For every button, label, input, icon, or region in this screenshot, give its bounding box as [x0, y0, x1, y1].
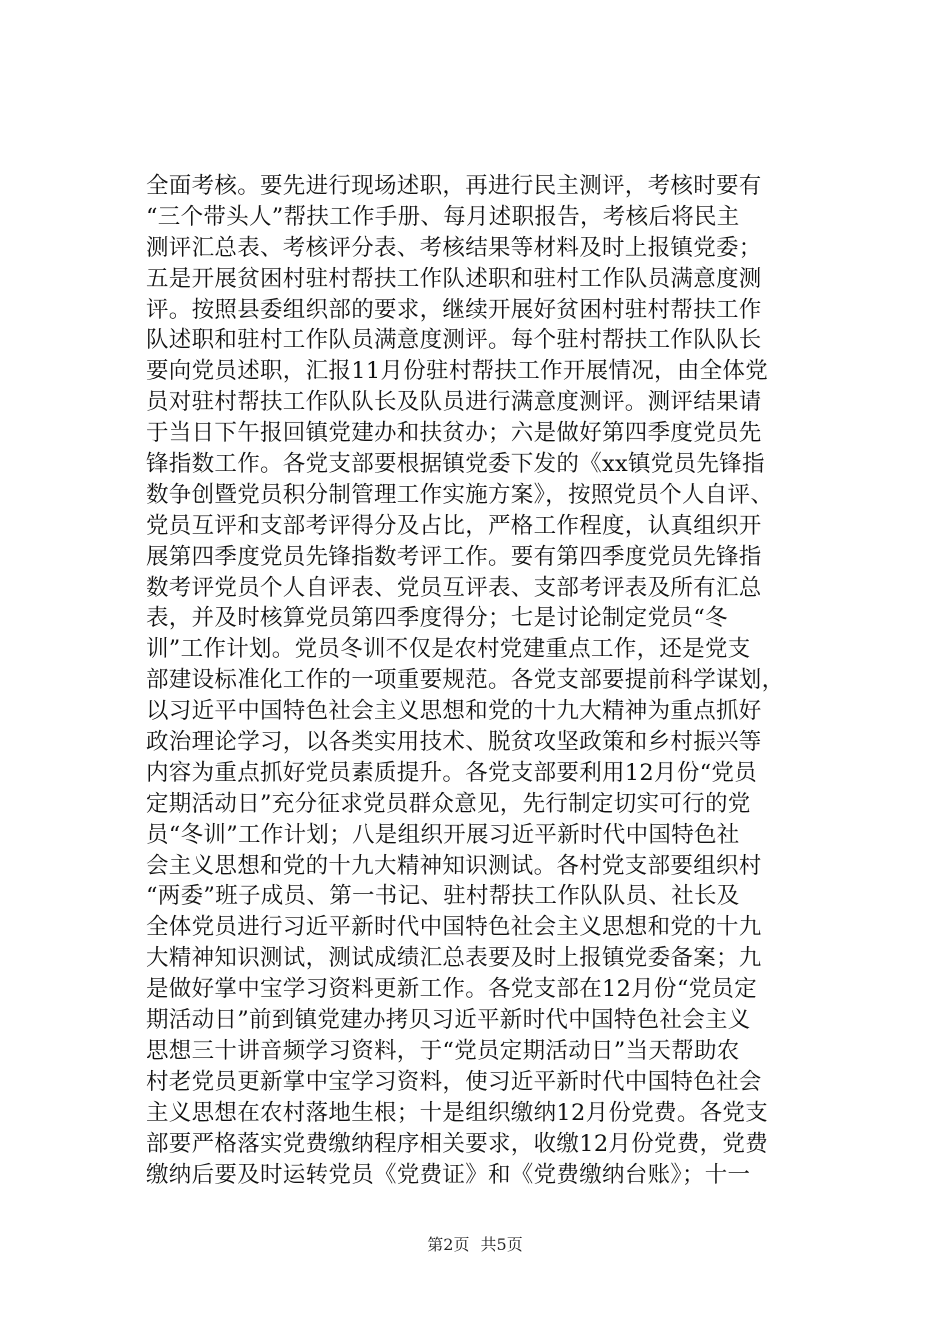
text-line: 定期活动日”充分征求党员群众意见，先行制定切实可行的党 — [146, 790, 751, 817]
text-line: “三个带头人”帮扶工作手册、每月述职报告，考核后将民主 — [146, 203, 740, 230]
text-line: 党员互评和支部考评得分及占比，严格工作程度，认真组织开 — [146, 512, 762, 539]
body-text — [146, 171, 846, 1190]
text-line: 政治理论学习，以各类实用技术、脱贫攻坚政策和乡村振兴等 — [146, 729, 762, 756]
text-line: 全面考核。要先进行现场述职，再进行民主测评，考核时要有 — [146, 173, 762, 199]
text-line: 展第四季度党员先锋指数考评工作。要有第四季度党员先锋指 — [146, 543, 762, 570]
text-line: 是做好掌中宝学习资料更新工作。各党支部在12月份“党员定 — [146, 976, 758, 1003]
page-total: 共5页 — [480, 1235, 523, 1254]
text-line: 思想三十讲音频学习资料，于“党员定期活动日”当天帮助农 — [146, 1037, 740, 1064]
text-line: 评。按照县委组织部的要求，继续开展好贫困村驻村帮扶工作 — [146, 296, 762, 323]
text-line: 部建设标准化工作的一项重要规范。各党支部要提前科学谋划， — [146, 667, 785, 694]
text-line: 训”工作计划。党员冬训不仅是农村党建重点工作，还是党支 — [146, 636, 751, 663]
text-line: 于当日下午报回镇党建办和扶贫办；六是做好第四季度党员先 — [146, 420, 762, 447]
text-line: 内容为重点抓好党员素质提升。各党支部要利用12月份“党员 — [146, 759, 758, 786]
text-line: 数争创暨党员积分制管理工作实施方案》，按照党员个人自评、 — [146, 481, 774, 508]
text-line: 缴纳后要及时运转党员《党费证》和《党费缴纳台账》；十一 — [146, 1161, 751, 1188]
text-line: 员“冬训”工作计划；八是组织开展习近平新时代中国特色社 — [146, 821, 740, 848]
text-line: 测评汇总表、考核评分表、考核结果等材料及时上报镇党委； — [146, 234, 762, 261]
text-line: 大精神知识测试，测试成绩汇总表要及时上报镇党委备案；九 — [146, 945, 762, 972]
text-line: 队述职和驻村工作队员满意度测评。每个驻村帮扶工作队队长 — [146, 327, 762, 354]
text-line: 全体党员进行习近平新时代中国特色社会主义思想和党的十九 — [146, 914, 762, 941]
text-line: 会主义思想和党的十九大精神知识测试。各村党支部要组织村 — [146, 852, 762, 879]
text-line: 五是开展贫困村驻村帮扶工作队述职和驻村工作队员满意度测 — [146, 265, 762, 292]
text-line: “两委”班子成员、第一书记、驻村帮扶工作队队员、社长及 — [146, 883, 740, 910]
text-line: 主义思想在农村落地生根；十是组织缴纳12月份党费。各党支 — [146, 1099, 769, 1126]
text-line: 员对驻村帮扶工作队队长及队员进行满意度测评。测评结果请 — [146, 389, 762, 416]
text-line: 部要严格落实党费缴纳程序相关要求，收缴12月份党费，党费 — [146, 1130, 769, 1157]
text-line: 以习近平中国特色社会主义思想和党的十九大精神为重点抓好 — [146, 698, 762, 725]
text-line: 要向党员述职，汇报11月份驻村帮扶工作开展情况，由全体党 — [146, 358, 769, 385]
text-line: 期活动日”前到镇党建办拷贝习近平新时代中国特色社会主义 — [146, 1007, 751, 1034]
page-number: 第2页 — [427, 1235, 470, 1254]
text-line: 表，并及时核算党员第四季度得分；七是讨论制定党员“冬 — [146, 605, 728, 632]
text-line: 锋指数工作。各党支部要根据镇党委下发的《xx镇党员先锋指 — [146, 451, 765, 478]
text-line: 村老党员更新掌中宝学习资料，使习近平新时代中国特色社会 — [146, 1068, 762, 1095]
text-line: 数考评党员个人自评表、党员互评表、支部考评表及所有汇总 — [146, 574, 762, 601]
page-footer — [0, 1232, 950, 1255]
